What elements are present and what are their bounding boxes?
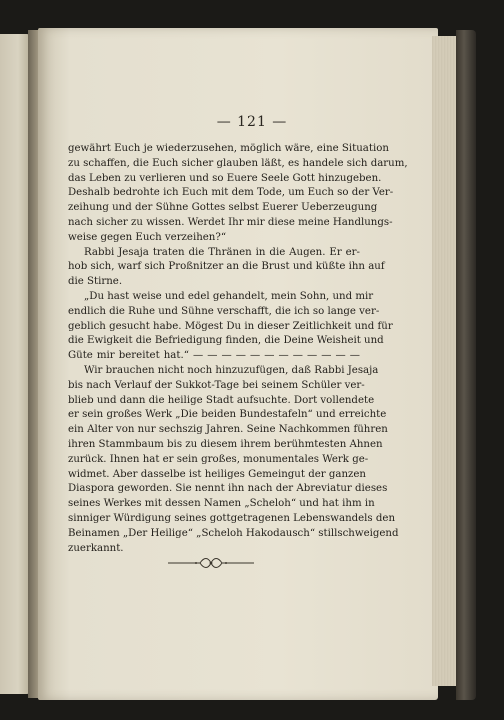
text-line: sinniger Würdigung seines gottgetragenen Lebenswandels den	[68, 512, 396, 524]
body-text	[68, 142, 408, 556]
text-line: geblich gesucht habe. Mögest Du in dieser Zeitlichkeit und für	[68, 320, 393, 332]
book-cover-edge	[456, 30, 476, 700]
text-line: zu schaffen, die Euch sicher glauben läßt, es handele sich darum,	[68, 157, 408, 169]
text-line: zuerkannt.	[68, 542, 124, 554]
text-line: ihren Stammbaum bis zu diesem ihrem berühmtesten Ahnen	[68, 438, 383, 450]
text-line: das Leben zu verlieren und so Euere Seele Gott hinzugeben.	[68, 172, 382, 184]
text-line: die Stirne.	[68, 276, 123, 288]
text-line: er sein großes Werk „Die beiden Bundestafeln“ und erreichte	[68, 409, 387, 421]
text-line: die Ewigkeit die Befriedigung finden, die Deine Weisheit und	[68, 335, 384, 347]
text-line: zurück. Ihnen hat er sein großes, monumentales Werk ge-	[68, 453, 369, 465]
text-line: seines Werkes mit dessen Namen „Scheloh“ und hat ihm in	[68, 498, 375, 510]
text-line: Deshalb bedrohte ich Euch mit dem Tode, um Euch so der Ver-	[68, 187, 394, 199]
text-line: weise gegen Euch verzeihen?“	[68, 231, 227, 243]
text-line: blieb und dann die heilige Stadt aufsuchte. Dort vollendete	[68, 394, 375, 406]
text-line: Beinamen „Der Heilige“ „Scheloh Hakodausch“ stillschweigend	[68, 527, 399, 539]
text-line: ein Alter von nur sechszig Jahren. Seine Nachkommen führen	[68, 424, 388, 436]
text-line: widmet. Aber dasselbe ist heiliges Gemeingut der ganzen	[68, 468, 366, 480]
left-page-edge	[0, 34, 30, 694]
text-line: nach sicher zu wissen. Werdet Ihr mir diese meine Handlungs-	[68, 216, 393, 228]
page-number: — 121 —	[216, 114, 288, 130]
text-line: bis nach Verlauf der Sukkot-Tage bei seinem Schüler ver-	[68, 379, 365, 391]
text-line: „Du hast weise und edel gehandelt, mein Sohn, und mir	[84, 290, 374, 302]
text-line: Rabbi Jesaja traten die Thränen in die Augen. Er er-	[84, 246, 360, 258]
text-line: zeihung und der Sühne Gottes selbst Euerer Ueberzeugung	[68, 202, 378, 214]
text-line: Güte mir bereitet hat.“ — — — — — — — — — — — —	[68, 350, 360, 362]
text-line: endlich die Ruhe und Sühne verschafft, die ich so lange ver-	[68, 305, 380, 317]
text-line: gewährt Euch je wiederzusehen, möglich wäre, eine Situation	[68, 143, 389, 154]
text-line: Wir brauchen nicht noch hinzuzufügen, daß Rabbi Jesaja	[84, 364, 379, 376]
text-line: Diaspora geworden. Sie nennt ihn nach der Abreviatur dieses	[68, 483, 388, 495]
text-line: hob sich, warf sich Proßnitzer an die Brust und küßte ihn auf	[68, 261, 385, 273]
ornament-divider-icon	[166, 556, 256, 570]
